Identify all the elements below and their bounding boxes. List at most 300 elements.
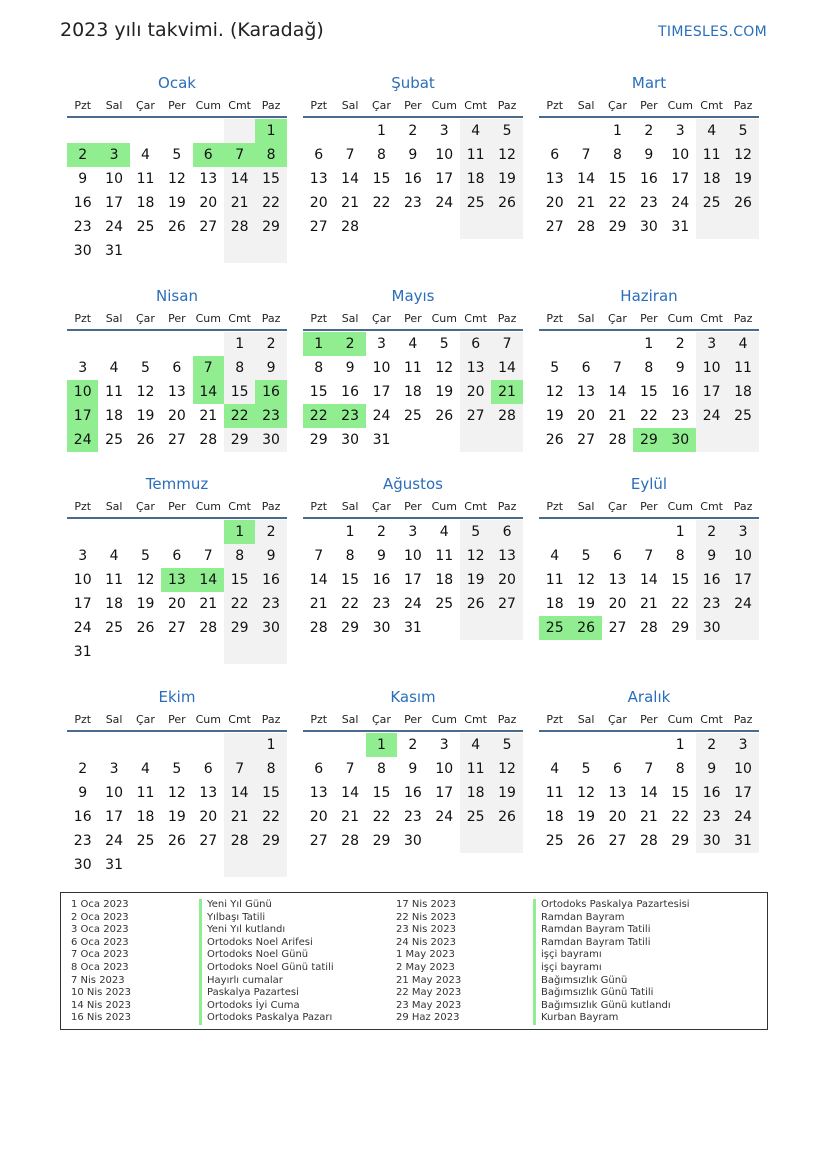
day-cell[interactable]: 31: [105, 857, 123, 873]
day-cell[interactable]: 25: [539, 616, 570, 640]
day-cell[interactable]: 27: [545, 219, 564, 235]
day-cell[interactable]: 26: [167, 219, 186, 235]
day-cell[interactable]: 10: [727, 757, 758, 781]
day-cell[interactable]: 8: [644, 360, 654, 376]
day-cell[interactable]: 23: [73, 219, 92, 235]
day-cell[interactable]: 17: [403, 572, 422, 588]
day-cell[interactable]: 24: [105, 833, 123, 849]
day-cell[interactable]: 28: [639, 620, 658, 636]
day-cell[interactable]: 6: [203, 761, 213, 777]
day-cell[interactable]: 18: [403, 384, 422, 400]
day-cell[interactable]: 28: [341, 833, 359, 849]
day-cell[interactable]: 20: [460, 380, 491, 404]
day-cell[interactable]: 12: [577, 572, 595, 588]
day-cell[interactable]: 25: [696, 191, 727, 215]
day-cell[interactable]: 1: [255, 733, 286, 757]
day-cell[interactable]: 20: [309, 195, 328, 211]
day-cell[interactable]: 1: [224, 332, 255, 356]
day-cell[interactable]: 7: [491, 332, 522, 356]
day-cell[interactable]: 18: [545, 596, 564, 612]
day-cell[interactable]: 9: [675, 360, 685, 376]
day-cell[interactable]: 27: [199, 833, 218, 849]
day-cell[interactable]: 8: [613, 147, 622, 163]
day-cell[interactable]: 2: [67, 143, 98, 167]
day-cell[interactable]: 14: [639, 572, 658, 588]
day-cell[interactable]: 3: [696, 332, 727, 356]
day-cell[interactable]: 23: [403, 809, 422, 825]
day-cell[interactable]: 14: [608, 384, 627, 400]
day-cell[interactable]: 11: [435, 548, 454, 564]
day-cell[interactable]: 17: [73, 596, 92, 612]
day-cell[interactable]: 30: [73, 243, 92, 259]
day-cell[interactable]: 4: [439, 524, 449, 540]
day-cell[interactable]: 25: [403, 408, 422, 424]
day-cell[interactable]: 9: [78, 785, 88, 801]
day-cell[interactable]: 27: [460, 404, 491, 428]
day-cell[interactable]: 18: [435, 572, 454, 588]
day-cell[interactable]: 5: [439, 336, 449, 352]
day-cell[interactable]: 2: [675, 336, 685, 352]
day-cell[interactable]: 7: [613, 360, 622, 376]
day-cell[interactable]: 2: [334, 332, 365, 356]
day-cell[interactable]: 4: [550, 548, 560, 564]
day-cell[interactable]: 11: [545, 785, 564, 801]
day-cell[interactable]: 12: [136, 384, 155, 400]
day-cell[interactable]: 6: [314, 147, 324, 163]
day-cell[interactable]: 26: [727, 191, 758, 215]
day-cell[interactable]: 9: [408, 147, 418, 163]
day-cell[interactable]: 14: [309, 572, 328, 588]
day-cell[interactable]: 22: [372, 195, 391, 211]
day-cell[interactable]: 16: [255, 568, 286, 592]
day-cell[interactable]: 23: [255, 404, 286, 428]
day-cell[interactable]: 22: [671, 809, 690, 825]
day-cell[interactable]: 1: [224, 520, 255, 544]
day-cell[interactable]: 14: [341, 785, 359, 801]
day-cell[interactable]: 15: [341, 572, 359, 588]
day-cell[interactable]: 19: [167, 195, 186, 211]
day-cell[interactable]: 30: [696, 616, 727, 640]
day-cell[interactable]: 10: [105, 171, 123, 187]
day-cell[interactable]: 24: [403, 596, 422, 612]
day-cell[interactable]: 24: [105, 219, 123, 235]
day-cell[interactable]: 28: [341, 219, 359, 235]
day-cell[interactable]: 3: [78, 360, 88, 376]
day-cell[interactable]: 15: [255, 167, 286, 191]
day-cell[interactable]: 10: [73, 572, 92, 588]
day-cell[interactable]: 19: [727, 167, 758, 191]
day-cell[interactable]: 26: [570, 616, 601, 640]
day-cell[interactable]: 7: [581, 147, 591, 163]
day-cell[interactable]: 24: [696, 404, 727, 428]
day-cell[interactable]: 13: [608, 572, 627, 588]
day-cell[interactable]: 9: [644, 147, 654, 163]
day-cell[interactable]: 22: [224, 404, 255, 428]
day-cell[interactable]: 3: [408, 524, 418, 540]
day-cell[interactable]: 2: [78, 761, 88, 777]
day-cell[interactable]: 22: [341, 596, 359, 612]
day-cell[interactable]: 29: [224, 428, 255, 452]
day-cell[interactable]: 7: [203, 548, 213, 564]
day-cell[interactable]: 6: [550, 147, 560, 163]
day-cell[interactable]: 23: [696, 592, 727, 616]
day-cell[interactable]: 19: [491, 167, 522, 191]
day-cell[interactable]: 5: [172, 147, 182, 163]
day-cell[interactable]: 23: [255, 592, 286, 616]
day-cell[interactable]: 19: [577, 596, 595, 612]
day-cell[interactable]: 15: [671, 572, 690, 588]
day-cell[interactable]: 30: [696, 829, 727, 853]
day-cell[interactable]: 11: [105, 384, 123, 400]
day-cell[interactable]: 29: [671, 620, 690, 636]
day-cell[interactable]: 26: [460, 592, 491, 616]
day-cell[interactable]: 15: [671, 785, 690, 801]
day-cell[interactable]: 31: [73, 644, 92, 660]
day-cell[interactable]: 29: [341, 620, 359, 636]
day-cell[interactable]: 3: [675, 123, 685, 139]
day-cell[interactable]: 6: [172, 548, 182, 564]
day-cell[interactable]: 6: [460, 332, 491, 356]
day-cell[interactable]: 13: [309, 785, 328, 801]
day-cell[interactable]: 23: [73, 833, 92, 849]
day-cell[interactable]: 31: [671, 219, 690, 235]
day-cell[interactable]: 14: [577, 171, 595, 187]
day-cell[interactable]: 2: [408, 123, 418, 139]
day-cell[interactable]: 20: [608, 809, 627, 825]
day-cell[interactable]: 25: [105, 620, 123, 636]
day-cell[interactable]: 6: [193, 143, 224, 167]
day-cell[interactable]: 23: [696, 805, 727, 829]
day-cell[interactable]: 26: [545, 432, 564, 448]
day-cell[interactable]: 30: [639, 219, 658, 235]
day-cell[interactable]: 20: [608, 596, 627, 612]
day-cell[interactable]: 25: [435, 596, 454, 612]
day-cell[interactable]: 15: [372, 171, 391, 187]
day-cell[interactable]: 11: [403, 360, 422, 376]
day-cell[interactable]: 18: [460, 167, 491, 191]
day-cell[interactable]: 27: [167, 432, 186, 448]
day-cell[interactable]: 28: [309, 620, 328, 636]
day-cell[interactable]: 29: [255, 215, 286, 239]
day-cell[interactable]: 26: [136, 432, 155, 448]
day-cell[interactable]: 16: [696, 568, 727, 592]
day-cell[interactable]: 17: [696, 380, 727, 404]
day-cell[interactable]: 21: [639, 596, 658, 612]
day-cell[interactable]: 10: [435, 147, 454, 163]
day-cell[interactable]: 27: [199, 219, 218, 235]
day-cell[interactable]: 3: [78, 548, 88, 564]
day-cell[interactable]: 24: [435, 809, 454, 825]
day-cell[interactable]: 20: [167, 408, 186, 424]
day-cell[interactable]: 3: [727, 733, 758, 757]
day-cell[interactable]: 10: [696, 356, 727, 380]
day-cell[interactable]: 28: [224, 829, 255, 853]
day-cell[interactable]: 22: [639, 408, 658, 424]
day-cell[interactable]: 1: [675, 524, 685, 540]
day-cell[interactable]: 19: [167, 809, 186, 825]
day-cell[interactable]: 25: [136, 833, 155, 849]
day-cell[interactable]: 10: [435, 761, 454, 777]
day-cell[interactable]: 21: [199, 408, 218, 424]
day-cell[interactable]: 27: [167, 620, 186, 636]
day-cell[interactable]: 2: [408, 737, 418, 753]
day-cell[interactable]: 23: [372, 596, 391, 612]
day-cell[interactable]: 6: [613, 548, 622, 564]
day-cell[interactable]: 16: [696, 781, 727, 805]
day-cell[interactable]: 29: [671, 833, 690, 849]
day-cell[interactable]: 5: [727, 119, 758, 143]
day-cell[interactable]: 5: [172, 761, 182, 777]
day-cell[interactable]: 18: [545, 809, 564, 825]
day-cell[interactable]: 12: [460, 544, 491, 568]
day-cell[interactable]: 12: [167, 171, 186, 187]
day-cell[interactable]: 8: [314, 360, 324, 376]
day-cell[interactable]: 16: [73, 809, 92, 825]
day-cell[interactable]: 15: [309, 384, 328, 400]
day-cell[interactable]: 9: [255, 544, 286, 568]
day-cell[interactable]: 22: [671, 596, 690, 612]
day-cell[interactable]: 8: [675, 761, 685, 777]
day-cell[interactable]: 7: [644, 548, 654, 564]
day-cell[interactable]: 1: [303, 332, 334, 356]
day-cell[interactable]: 26: [491, 805, 522, 829]
day-cell[interactable]: 26: [136, 620, 155, 636]
day-cell[interactable]: 23: [403, 195, 422, 211]
day-cell[interactable]: 6: [613, 761, 622, 777]
day-cell[interactable]: 19: [136, 408, 155, 424]
day-cell[interactable]: 29: [224, 616, 255, 640]
day-cell[interactable]: 4: [141, 761, 150, 777]
day-cell[interactable]: 4: [460, 733, 491, 757]
day-cell[interactable]: 17: [435, 785, 454, 801]
day-cell[interactable]: 17: [105, 809, 123, 825]
day-cell[interactable]: 17: [435, 171, 454, 187]
day-cell[interactable]: 31: [372, 432, 391, 448]
day-cell[interactable]: 20: [199, 195, 218, 211]
day-cell[interactable]: 25: [105, 432, 123, 448]
day-cell[interactable]: 11: [460, 757, 491, 781]
day-cell[interactable]: 13: [545, 171, 564, 187]
day-cell[interactable]: 13: [491, 544, 522, 568]
day-cell[interactable]: 16: [403, 171, 422, 187]
day-cell[interactable]: 17: [727, 568, 758, 592]
day-cell[interactable]: 11: [105, 572, 123, 588]
day-cell[interactable]: 8: [377, 147, 386, 163]
day-cell[interactable]: 7: [345, 147, 355, 163]
day-cell[interactable]: 11: [696, 143, 727, 167]
day-cell[interactable]: 9: [696, 757, 727, 781]
day-cell[interactable]: 21: [309, 596, 328, 612]
day-cell[interactable]: 1: [613, 123, 622, 139]
day-cell[interactable]: 6: [491, 520, 522, 544]
day-cell[interactable]: 8: [255, 143, 286, 167]
day-cell[interactable]: 5: [581, 761, 591, 777]
day-cell[interactable]: 21: [639, 809, 658, 825]
day-cell[interactable]: 28: [577, 219, 595, 235]
day-cell[interactable]: 7: [224, 143, 255, 167]
day-cell[interactable]: 13: [199, 785, 218, 801]
day-cell[interactable]: 21: [199, 596, 218, 612]
day-cell[interactable]: 14: [639, 785, 658, 801]
day-cell[interactable]: 13: [577, 384, 595, 400]
day-cell[interactable]: 24: [727, 592, 758, 616]
day-cell[interactable]: 31: [403, 620, 422, 636]
day-cell[interactable]: 13: [161, 568, 192, 592]
day-cell[interactable]: 27: [309, 219, 328, 235]
day-cell[interactable]: 14: [224, 781, 255, 805]
day-cell[interactable]: 29: [608, 219, 627, 235]
day-cell[interactable]: 5: [141, 548, 150, 564]
day-cell[interactable]: 10: [67, 380, 98, 404]
day-cell[interactable]: 7: [193, 356, 224, 380]
day-cell[interactable]: 12: [491, 143, 522, 167]
day-cell[interactable]: 2: [644, 123, 654, 139]
day-cell[interactable]: 10: [372, 360, 391, 376]
day-cell[interactable]: 15: [255, 781, 286, 805]
day-cell[interactable]: 21: [341, 809, 359, 825]
day-cell[interactable]: 19: [491, 781, 522, 805]
day-cell[interactable]: 31: [105, 243, 123, 259]
day-cell[interactable]: 1: [345, 524, 355, 540]
day-cell[interactable]: 16: [639, 171, 658, 187]
day-cell[interactable]: 21: [577, 195, 595, 211]
day-cell[interactable]: 14: [193, 380, 224, 404]
day-cell[interactable]: 6: [581, 360, 591, 376]
day-cell[interactable]: 12: [435, 360, 454, 376]
day-cell[interactable]: 7: [644, 761, 654, 777]
day-cell[interactable]: 10: [671, 147, 690, 163]
day-cell[interactable]: 15: [372, 785, 391, 801]
day-cell[interactable]: 11: [136, 171, 155, 187]
brand-link[interactable]: TIMESLES.COM: [658, 24, 767, 40]
day-cell[interactable]: 12: [167, 785, 186, 801]
day-cell[interactable]: 3: [439, 737, 449, 753]
day-cell[interactable]: 26: [491, 191, 522, 215]
day-cell[interactable]: 9: [408, 761, 418, 777]
day-cell[interactable]: 20: [309, 809, 328, 825]
day-cell[interactable]: 18: [105, 596, 123, 612]
day-cell[interactable]: 18: [136, 195, 155, 211]
day-cell[interactable]: 28: [639, 833, 658, 849]
day-cell[interactable]: 11: [136, 785, 155, 801]
day-cell[interactable]: 3: [98, 143, 129, 167]
day-cell[interactable]: 20: [577, 408, 595, 424]
day-cell[interactable]: 26: [167, 833, 186, 849]
day-cell[interactable]: 5: [581, 548, 591, 564]
day-cell[interactable]: 21: [608, 408, 627, 424]
day-cell[interactable]: 1: [644, 336, 654, 352]
day-cell[interactable]: 8: [675, 548, 685, 564]
day-cell[interactable]: 22: [372, 809, 391, 825]
day-cell[interactable]: 9: [696, 544, 727, 568]
day-cell[interactable]: 4: [727, 332, 758, 356]
day-cell[interactable]: 5: [460, 520, 491, 544]
day-cell[interactable]: 30: [341, 432, 359, 448]
day-cell[interactable]: 15: [639, 384, 658, 400]
day-cell[interactable]: 25: [727, 404, 758, 428]
day-cell[interactable]: 16: [73, 195, 92, 211]
day-cell[interactable]: 17: [372, 384, 391, 400]
day-cell[interactable]: 29: [309, 432, 328, 448]
day-cell[interactable]: 21: [491, 380, 522, 404]
day-cell[interactable]: 26: [577, 833, 595, 849]
day-cell[interactable]: 21: [341, 195, 359, 211]
day-cell[interactable]: 11: [460, 143, 491, 167]
day-cell[interactable]: 1: [366, 733, 397, 757]
day-cell[interactable]: 6: [172, 360, 182, 376]
day-cell[interactable]: 8: [377, 761, 386, 777]
day-cell[interactable]: 7: [314, 548, 324, 564]
day-cell[interactable]: 9: [78, 171, 88, 187]
day-cell[interactable]: 28: [199, 620, 218, 636]
day-cell[interactable]: 2: [696, 733, 727, 757]
day-cell[interactable]: 27: [608, 833, 627, 849]
day-cell[interactable]: 18: [136, 809, 155, 825]
day-cell[interactable]: 22: [255, 805, 286, 829]
day-cell[interactable]: 28: [491, 404, 522, 428]
day-cell[interactable]: 19: [435, 384, 454, 400]
day-cell[interactable]: 24: [67, 428, 98, 452]
day-cell[interactable]: 9: [345, 360, 355, 376]
day-cell[interactable]: 22: [255, 191, 286, 215]
day-cell[interactable]: 12: [491, 757, 522, 781]
day-cell[interactable]: 1: [377, 123, 386, 139]
day-cell[interactable]: 4: [550, 761, 560, 777]
day-cell[interactable]: 10: [403, 548, 422, 564]
day-cell[interactable]: 11: [727, 356, 758, 380]
day-cell[interactable]: 8: [255, 757, 286, 781]
day-cell[interactable]: 16: [372, 572, 391, 588]
day-cell[interactable]: 2: [255, 520, 286, 544]
day-cell[interactable]: 15: [608, 171, 627, 187]
day-cell[interactable]: 30: [255, 616, 286, 640]
day-cell[interactable]: 14: [491, 356, 522, 380]
day-cell[interactable]: 23: [639, 195, 658, 211]
day-cell[interactable]: 28: [224, 215, 255, 239]
day-cell[interactable]: 13: [199, 171, 218, 187]
day-cell[interactable]: 29: [255, 829, 286, 853]
day-cell[interactable]: 9: [377, 548, 386, 564]
day-cell[interactable]: 19: [545, 408, 564, 424]
day-cell[interactable]: 16: [403, 785, 422, 801]
day-cell[interactable]: 15: [224, 380, 255, 404]
day-cell[interactable]: 2: [255, 332, 286, 356]
day-cell[interactable]: 12: [136, 572, 155, 588]
day-cell[interactable]: 6: [314, 761, 324, 777]
day-cell[interactable]: 18: [105, 408, 123, 424]
day-cell[interactable]: 8: [224, 356, 255, 380]
day-cell[interactable]: 4: [109, 360, 119, 376]
day-cell[interactable]: 27: [309, 833, 328, 849]
day-cell[interactable]: 5: [550, 360, 560, 376]
day-cell[interactable]: 25: [136, 219, 155, 235]
day-cell[interactable]: 30: [372, 620, 391, 636]
day-cell[interactable]: 9: [255, 356, 286, 380]
day-cell[interactable]: 3: [439, 123, 449, 139]
day-cell[interactable]: 27: [608, 620, 627, 636]
day-cell[interactable]: 14: [224, 167, 255, 191]
day-cell[interactable]: 17: [727, 781, 758, 805]
day-cell[interactable]: 23: [671, 408, 690, 424]
day-cell[interactable]: 30: [73, 857, 92, 873]
day-cell[interactable]: 20: [167, 596, 186, 612]
day-cell[interactable]: 15: [224, 568, 255, 592]
day-cell[interactable]: 16: [341, 384, 359, 400]
day-cell[interactable]: 19: [460, 568, 491, 592]
day-cell[interactable]: 30: [403, 833, 422, 849]
day-cell[interactable]: 19: [136, 596, 155, 612]
day-cell[interactable]: 3: [109, 761, 119, 777]
